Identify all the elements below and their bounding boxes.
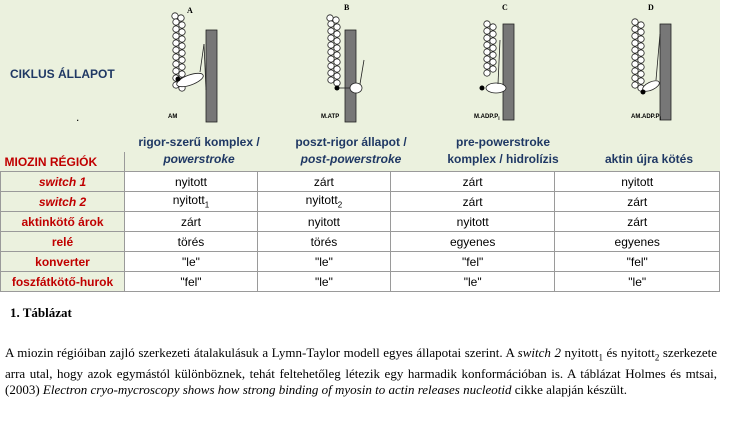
table-cell: "fel" xyxy=(125,272,258,292)
dot-mark: . xyxy=(76,110,80,124)
myosin-regions-table xyxy=(0,152,720,292)
stage-b-letter: B xyxy=(344,3,350,12)
table-cell: törés xyxy=(257,232,390,252)
stage-d-letter: D xyxy=(648,3,654,12)
table-cell: zárt xyxy=(390,172,555,192)
stage-c-title: pre-powerstroke komplex / hidrolízis xyxy=(447,135,559,166)
table-cell: nyitott xyxy=(257,212,390,232)
row-label: foszfátkötő-hurok xyxy=(1,272,125,292)
table-cell: zárt xyxy=(390,192,555,212)
table-cell: "le" xyxy=(125,252,258,272)
table-row xyxy=(1,272,720,292)
stage-c-letter: C xyxy=(502,3,508,12)
stage-d-figure xyxy=(631,19,671,123)
row-label: relé xyxy=(1,232,125,252)
stage-d-state: $AM.ADP.P_i$ xyxy=(631,114,661,123)
stage-b-figure xyxy=(327,15,364,122)
header-spacer xyxy=(125,152,258,172)
stage-a-title: rigor-szerű komplex / powerstroke xyxy=(138,135,260,166)
header-spacer xyxy=(555,152,720,172)
header-spacer xyxy=(390,152,555,172)
row-label: switch 1 xyxy=(1,172,125,192)
header-spacer xyxy=(257,152,390,172)
table-row xyxy=(1,212,720,232)
table-row xyxy=(1,192,720,212)
table-cell: zárt xyxy=(555,192,720,212)
table-cell: nyitott xyxy=(125,172,258,192)
corner-label: MIOZIN RÉGIÓK xyxy=(1,152,125,172)
row-label: switch 2 xyxy=(1,192,125,212)
table-row xyxy=(1,232,720,252)
table-cell: "le" xyxy=(390,272,555,292)
stage-a-state: AM xyxy=(168,114,178,120)
table-cell: zárt xyxy=(257,172,390,192)
table-cell: törés xyxy=(125,232,258,252)
table-cell: zárt xyxy=(125,212,258,232)
description-paragraph: A miozin régióiban zajló szerkezeti átalakulásuk a Lymn-Taylor modell egyes állapotai szerint. A switch 2 nyitott$_1$ és nyitott$_2$ szerkezete arra utal, hogy azok egymástól különböznek, tehát feltehetőleg létezik egy harmadik konformációban is. A táblázat Holmes és mtsai, (2003) Electron cryo-mycroscopy shows how strong binding of myosin to actin releases nucleotid cikke alapján készült. xyxy=(5,345,717,397)
table-cell: "fel" xyxy=(555,252,720,272)
stage-c-figure xyxy=(480,21,515,120)
table-cell: "fel" xyxy=(390,252,555,272)
stage-a-figure xyxy=(172,13,217,122)
table-cell: nyitott$_1$ xyxy=(125,192,258,212)
stage-d-title: aktin újra kötés xyxy=(604,152,694,166)
stage-diagrams xyxy=(0,0,729,130)
cycle-state-label: CIKLUS ÁLLAPOT xyxy=(10,67,115,81)
row-label: aktinkötő árok xyxy=(1,212,125,232)
stage-a-letter: A xyxy=(187,6,193,15)
table-cell: egyenes xyxy=(555,232,720,252)
table-cell: nyitott xyxy=(555,172,720,192)
table-cell: egyenes xyxy=(390,232,555,252)
table-row xyxy=(1,252,720,272)
table-cell: "le" xyxy=(555,272,720,292)
table-caption: 1. Táblázat xyxy=(10,305,72,320)
table-cell: "le" xyxy=(257,252,390,272)
stage-b-state: M.ATP xyxy=(321,114,340,120)
table-cell: nyitott$_2$ xyxy=(257,192,390,212)
row-label: konverter xyxy=(1,252,125,272)
table-cell: zárt xyxy=(555,212,720,232)
stage-c-state: $M.ADP.P_i$ xyxy=(474,114,500,123)
table-cell: "le" xyxy=(257,272,390,292)
stage-b-title: poszt-rigor állapot / post-powerstroke xyxy=(295,135,407,166)
table-cell: nyitott xyxy=(390,212,555,232)
table-row xyxy=(1,172,720,192)
